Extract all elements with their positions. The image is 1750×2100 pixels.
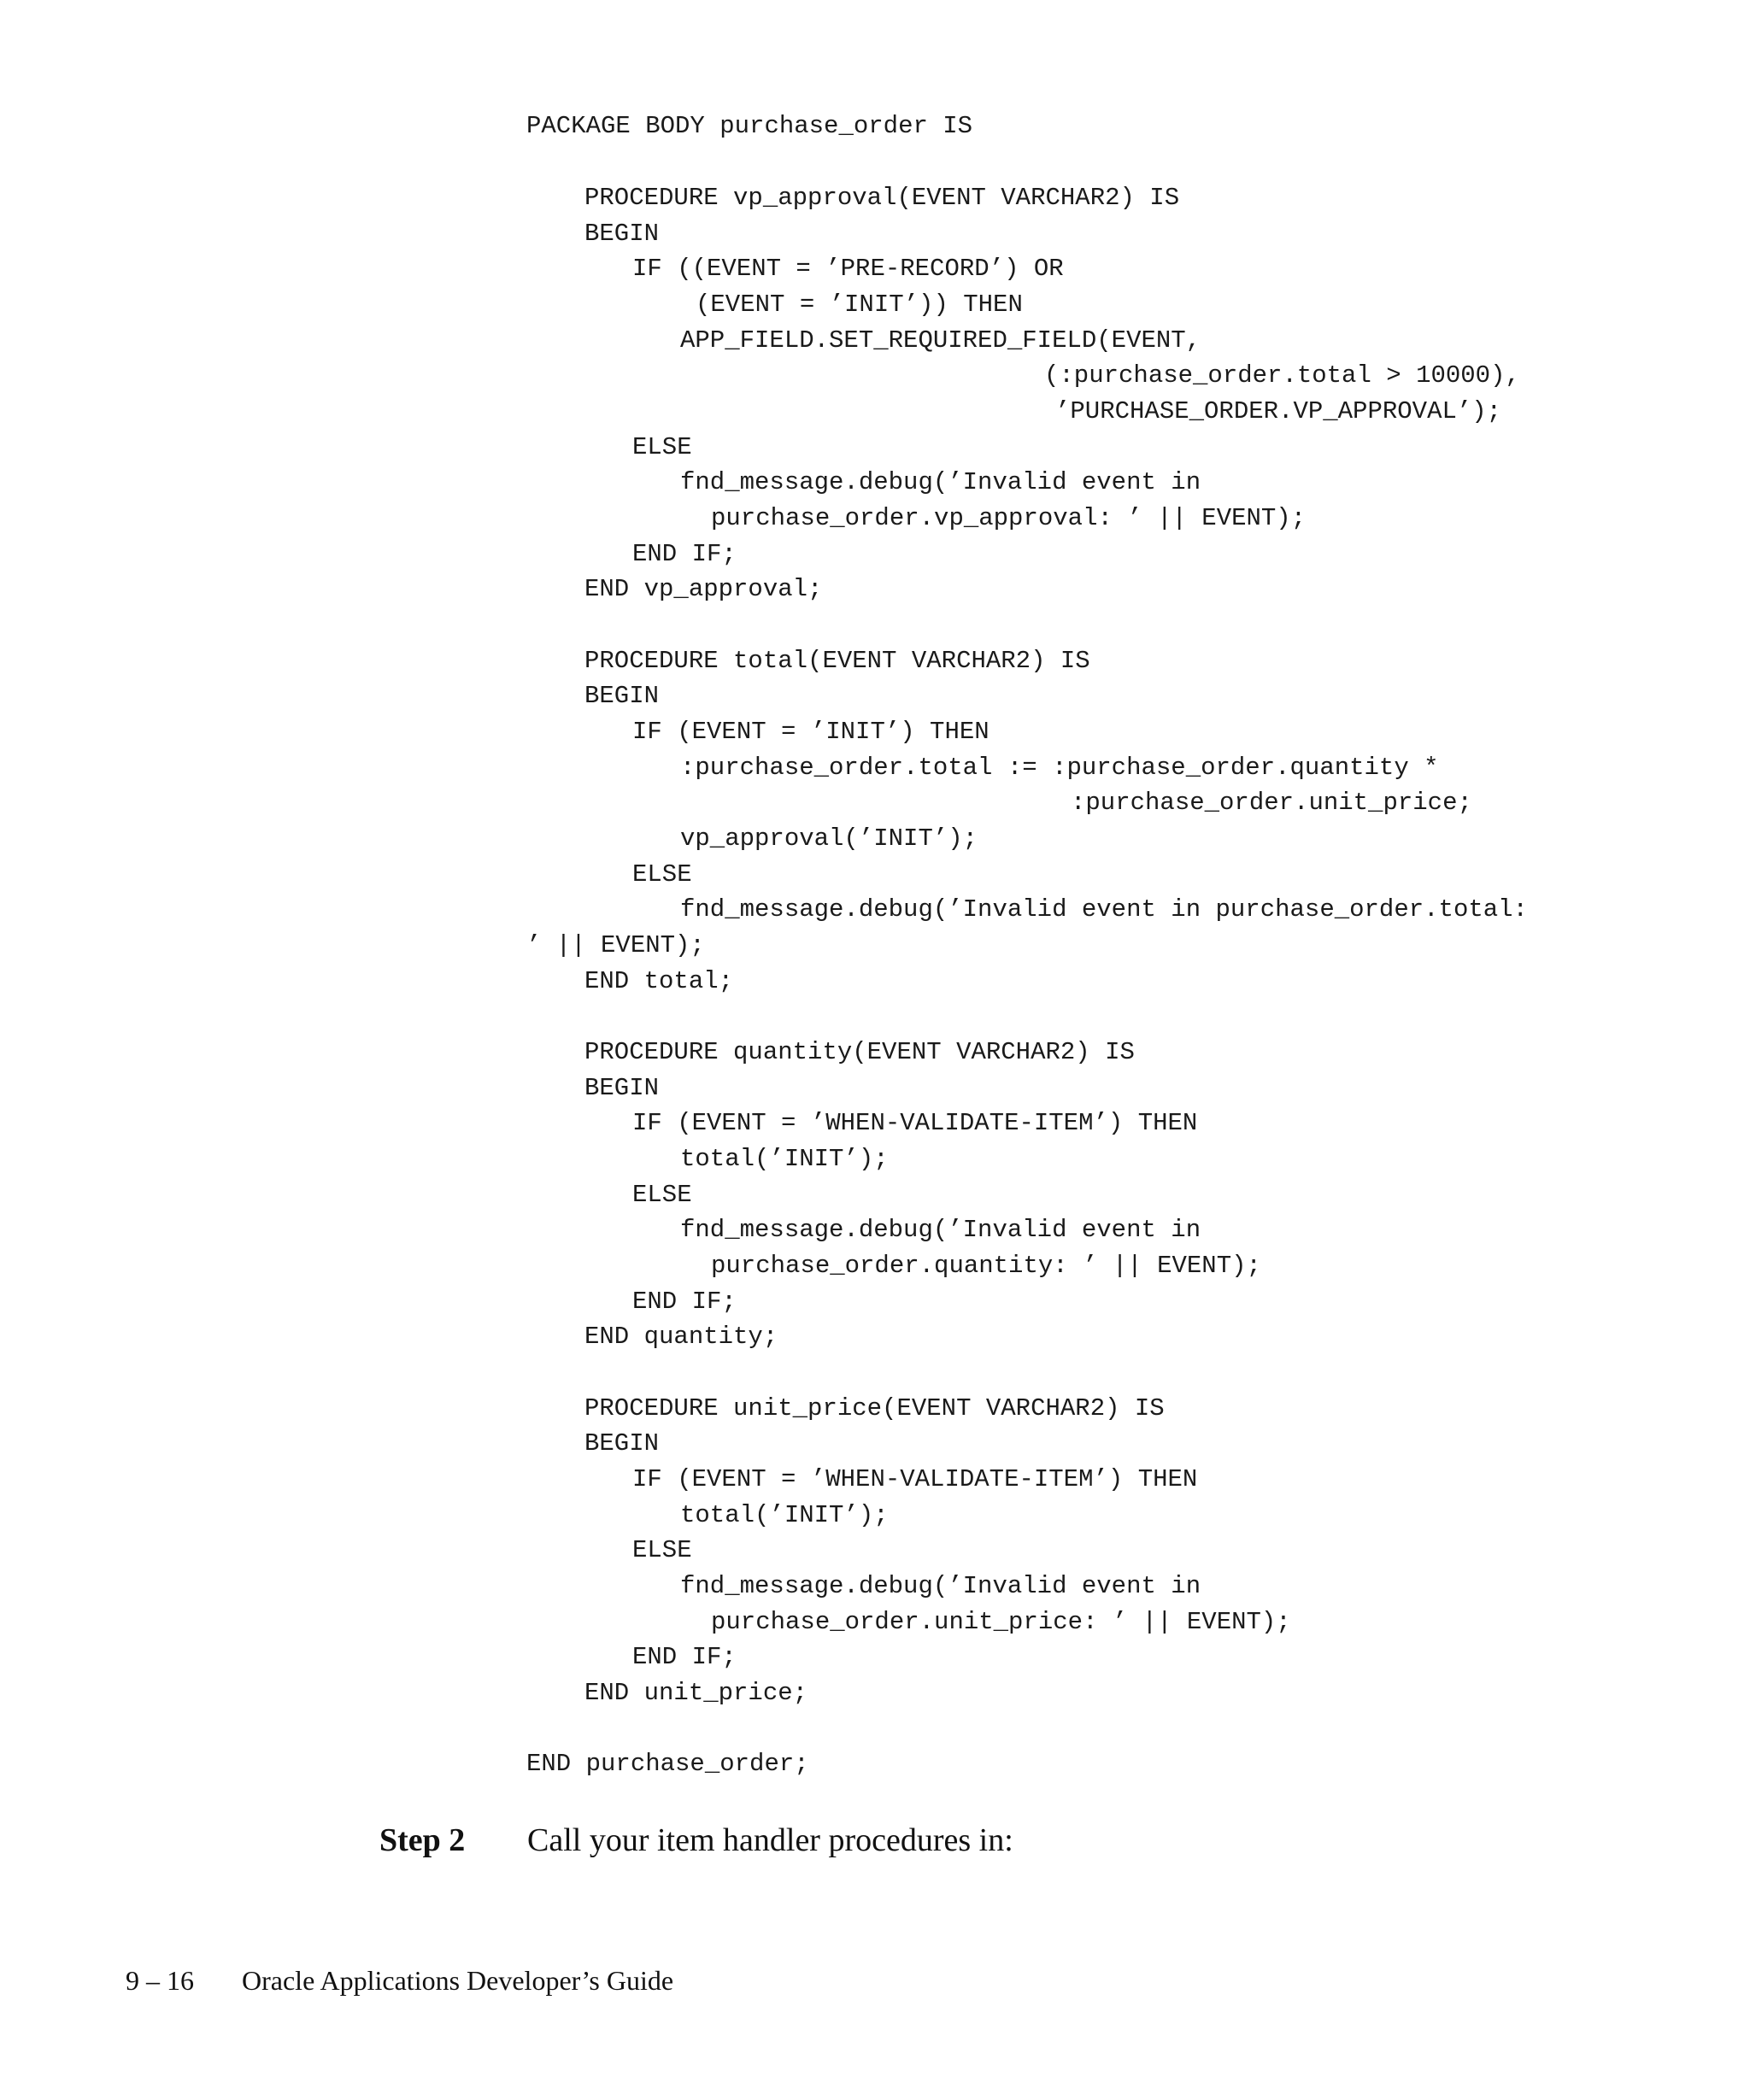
code-line: :purchase_order.total := :purchase_order.quantity * [680, 754, 1439, 782]
code-line: total(’INIT’); [680, 1501, 889, 1529]
code-line: APP_FIELD.SET_REQUIRED_FIELD(EVENT, [680, 326, 1201, 355]
code-line: fnd_message.debug(’Invalid event in [680, 1572, 1201, 1600]
code-line: PROCEDURE unit_price(EVENT VARCHAR2) IS [584, 1394, 1165, 1422]
code-line: END IF; [632, 1288, 737, 1316]
code-line: END total; [584, 967, 734, 995]
code-line: ELSE [632, 433, 692, 461]
code-line: BEGIN [584, 1429, 660, 1458]
code-line: END unit_price; [584, 1679, 808, 1707]
code-line: ELSE [632, 1181, 692, 1209]
code-line: END quantity; [584, 1323, 778, 1351]
code-line: (EVENT = ’INIT’)) THEN [696, 290, 1023, 319]
code-line: fnd_message.debug(’Invalid event in [680, 468, 1201, 496]
step-label: Step 2 [379, 1822, 466, 1858]
code-line: ELSE [632, 860, 692, 889]
code-line: BEGIN [584, 1074, 660, 1102]
code-line: PROCEDURE vp_approval(EVENT VARCHAR2) IS [584, 184, 1180, 212]
code-line: BEGIN [584, 220, 660, 248]
code-line: END IF; [632, 540, 737, 568]
code-line: ’PURCHASE_ORDER.VP_APPROVAL’); [1055, 397, 1502, 425]
document-title: Oracle Applications Developer’s Guide [242, 1965, 674, 1996]
code-line: ’ || EVENT); [526, 931, 705, 959]
code-line: fnd_message.debug(’Invalid event in purchase_order.total: [680, 895, 1528, 924]
code-line: purchase_order.vp_approval: ’ || EVENT); [711, 504, 1307, 532]
code-line: IF (EVENT = ’INIT’) THEN [632, 718, 990, 746]
code-line: total(’INIT’); [680, 1145, 889, 1173]
code-line: END IF; [632, 1643, 737, 1671]
code-line: PACKAGE BODY purchase_order IS [526, 112, 973, 140]
code-line: BEGIN [584, 682, 660, 710]
step-text: Call your item handler procedures in: [527, 1822, 1013, 1858]
code-line: PROCEDURE quantity(EVENT VARCHAR2) IS [584, 1038, 1135, 1066]
code-line: END purchase_order; [526, 1750, 809, 1778]
code-line: (:purchase_order.total > 10000), [1044, 361, 1520, 390]
code-line: END vp_approval; [584, 575, 823, 603]
code-line: vp_approval(’INIT’); [680, 824, 978, 853]
code-line: IF (EVENT = ’WHEN-VALIDATE-ITEM’) THEN [632, 1109, 1198, 1137]
code-line: PROCEDURE total(EVENT VARCHAR2) IS [584, 647, 1090, 675]
code-line: fnd_message.debug(’Invalid event in [680, 1216, 1201, 1244]
code-line: purchase_order.unit_price: ’ || EVENT); [711, 1608, 1291, 1636]
code-line: ELSE [632, 1536, 692, 1564]
code-line: IF ((EVENT = ’PRE-RECORD’) OR [632, 255, 1064, 283]
page-number: 9 – 16 [126, 1965, 194, 1996]
code-line: purchase_order.quantity: ’ || EVENT); [711, 1252, 1261, 1280]
code-line: IF (EVENT = ’WHEN-VALIDATE-ITEM’) THEN [632, 1465, 1198, 1493]
code-line: :purchase_order.unit_price; [1071, 789, 1472, 817]
